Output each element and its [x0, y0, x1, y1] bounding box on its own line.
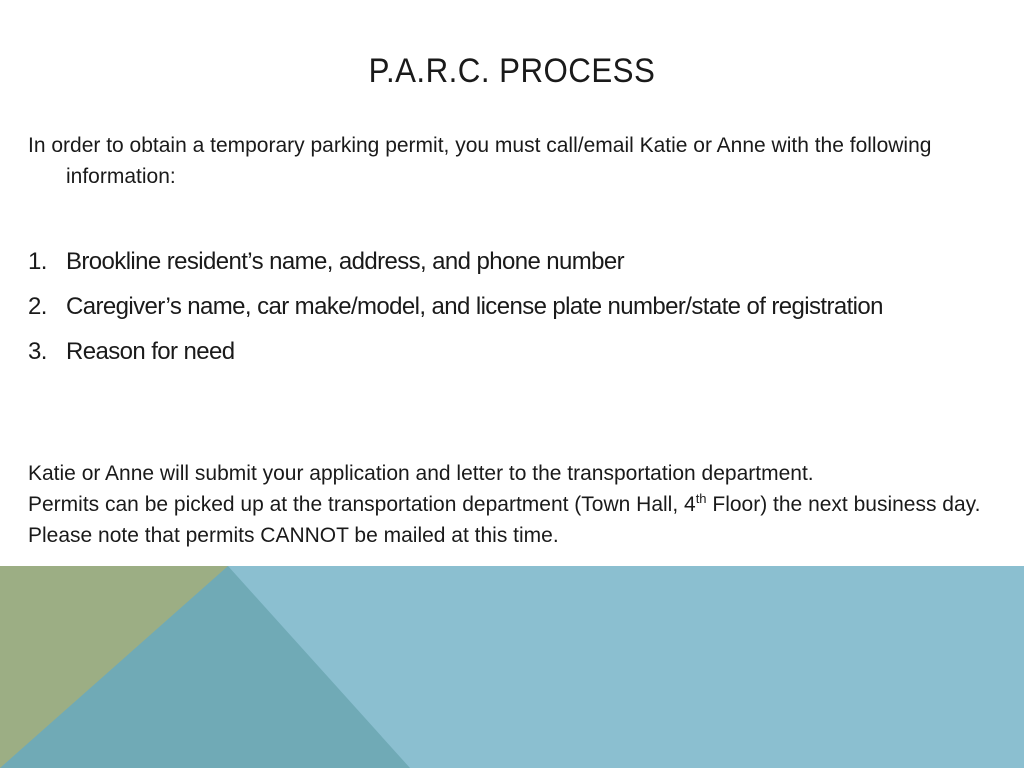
closing-paragraph: [28, 458, 998, 551]
list-item-text: Brookline resident’s name, address, and phone number: [66, 248, 625, 275]
closing-line-2-end: Floor) the next business day. Please note that permits CANNOT be mailed at this time.: [28, 493, 981, 547]
list-item: [28, 290, 998, 323]
slide-title: P.A.R.C. PROCESS: [368, 52, 656, 90]
list-item: [28, 245, 998, 278]
closing-line-2-start: Permits can be picked up at the transportation department (Town Hall, 4: [28, 493, 696, 516]
intro-paragraph: In order to obtain a temporary parking permit, you must call/email Katie or Anne with the following information:: [28, 134, 932, 188]
list-item-number: 1.: [28, 248, 47, 275]
decorative-footer-shapes: [0, 566, 1024, 768]
info-list: [28, 245, 998, 380]
ordinal-suffix: th: [695, 491, 707, 506]
list-item-text: Reason for need: [66, 338, 235, 365]
closing-line-1: Katie or Anne will submit your application and letter to the transportation department.: [28, 462, 814, 485]
list-item-number: 2.: [28, 293, 47, 320]
list-item: [28, 335, 998, 368]
list-item-text: Caregiver’s name, car make/model, and license plate number/state of registration: [66, 293, 883, 320]
list-item-number: 3.: [28, 338, 47, 365]
